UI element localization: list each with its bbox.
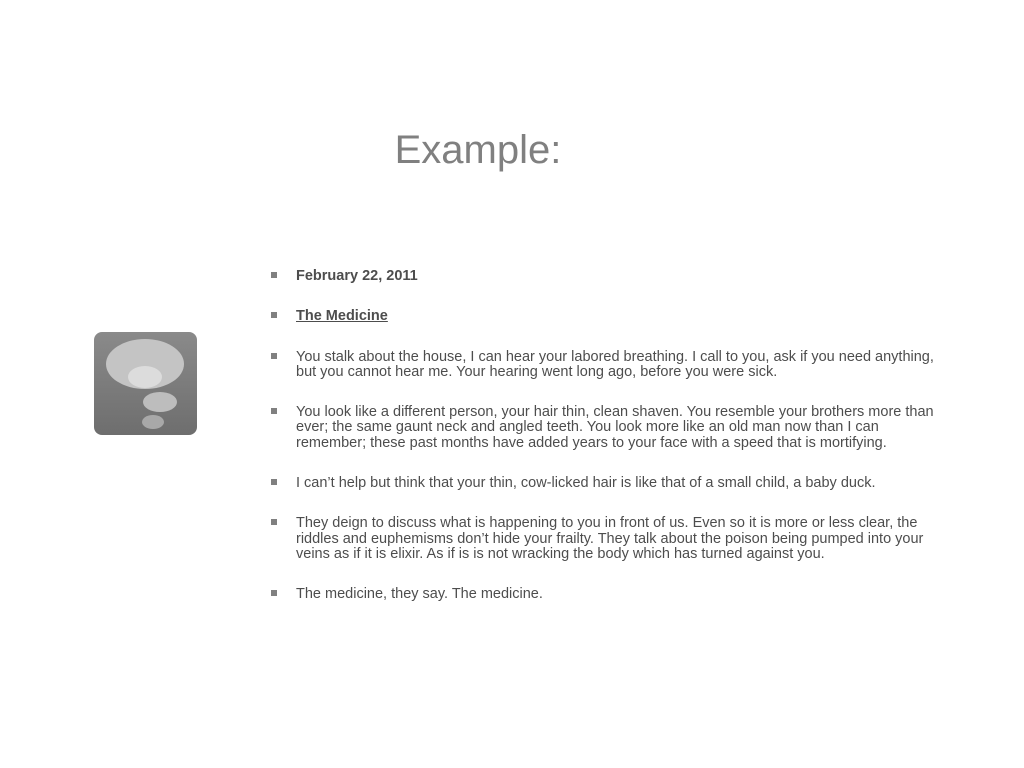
poem-title: The Medicine xyxy=(296,308,388,325)
list-item xyxy=(270,405,940,451)
bullet-list xyxy=(270,269,940,628)
thought-bubble-icon xyxy=(94,332,197,435)
square-bullet-icon xyxy=(271,479,277,485)
list-item xyxy=(270,476,940,491)
square-bullet-icon xyxy=(271,353,277,359)
paragraph-text: You look like a different person, your hair thin, clean shaven. You resemble your brothers more than ever; the same gaunt neck and angled teeth. You look more like an old man now than I can remember; these past months have added years to your face with a speed that is mortifying. xyxy=(296,404,934,451)
square-bullet-icon xyxy=(271,312,277,318)
square-bullet-icon xyxy=(271,408,277,414)
date-text: February 22, 2011 xyxy=(296,268,418,284)
paragraph-text: I can’t help but think that your thin, cow-licked hair is like that of a small child, a baby duck. xyxy=(296,475,876,492)
list-item xyxy=(270,350,940,381)
square-bullet-icon xyxy=(271,272,277,278)
list-item xyxy=(270,516,940,562)
list-item xyxy=(270,269,940,284)
paragraph-text: They deign to discuss what is happening to you in front of us. Even so it is more or less clear, the riddles and euphemisms don’t hide your frailty. They talk about the poison being pumped into your veins as if it is elixir. As if is is not wracking the body which has turned against you. xyxy=(296,515,924,562)
square-bullet-icon xyxy=(271,590,277,596)
list-item xyxy=(270,587,940,602)
list-item xyxy=(270,309,940,324)
square-bullet-icon xyxy=(271,519,277,525)
paragraph-text: The medicine, they say. The medicine. xyxy=(296,586,543,603)
paragraph-text: You stalk about the house, I can hear your labored breathing. I call to you, ask if you need anything, but you cannot hear me. Your hearing went long ago, before you were sick. xyxy=(296,348,934,380)
slide-title: Example: xyxy=(394,128,562,172)
